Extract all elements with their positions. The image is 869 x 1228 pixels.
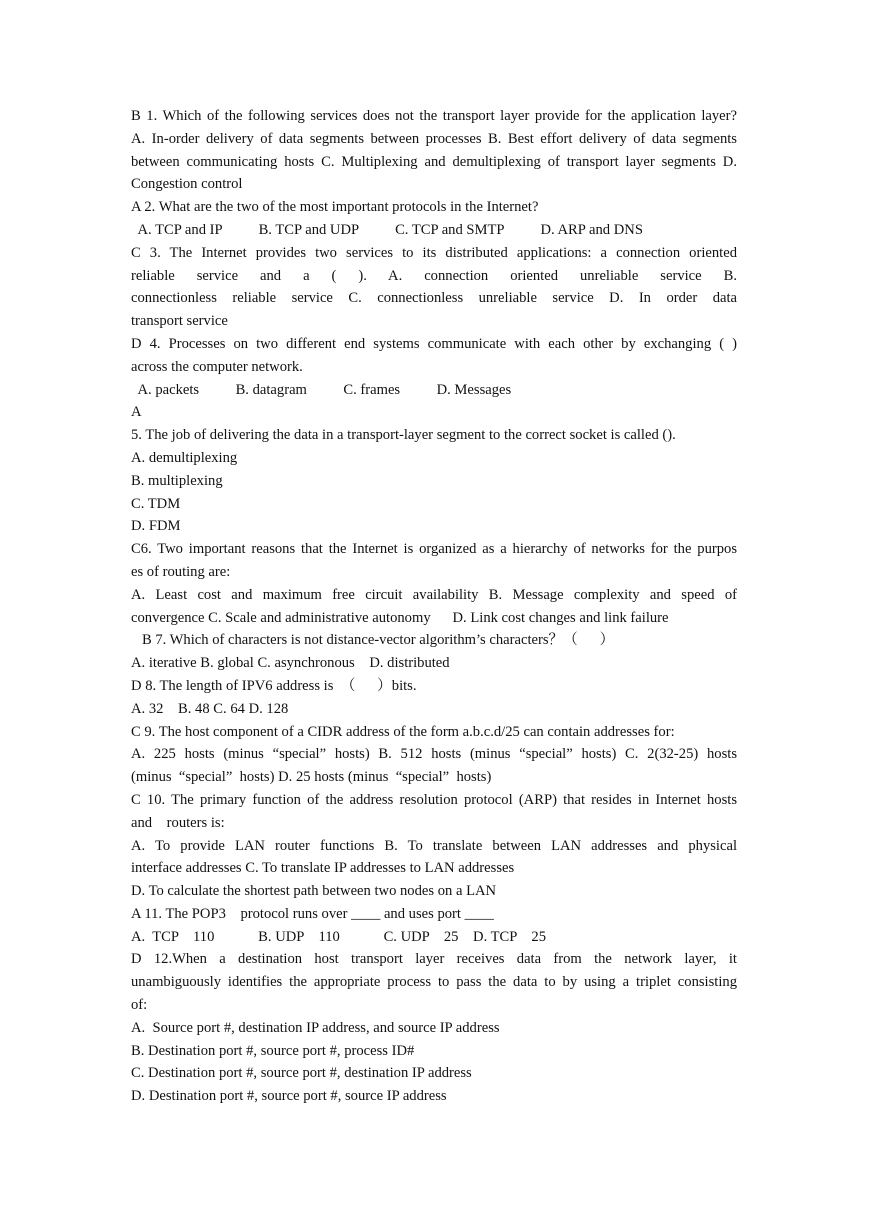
q8-stem: D 8. The length of IPV6 address is （ ）bits.: [131, 677, 417, 694]
q5-option-b: B. multiplexing: [131, 472, 223, 489]
q3-line-3: connectionless reliable service C. connectionless unreliable service D. In order data: [131, 290, 737, 307]
q5-answer: A: [131, 404, 142, 421]
q6-options-line-1: A. Least cost and maximum free circuit availability B. Message complexity and speed of: [131, 586, 737, 603]
q7-stem: B 7. Which of characters is not distance-vector algorithm’s characters？（ ）: [131, 632, 615, 649]
q4-options: A. packets B. datagram C. frames D. Messages: [131, 381, 512, 398]
q10-options-line-1: A. To provide LAN router functions B. To translate between LAN addresses and physical: [131, 837, 737, 854]
q8-options: A. 32 B. 48 C. 64 D. 128: [131, 700, 289, 717]
q12-option-d: D. Destination port #, source port #, source IP address: [131, 1088, 447, 1105]
q7-options: A. iterative B. global C. asynchronous D. distributed: [131, 655, 450, 672]
q10-stem-cont: and routers is:: [131, 814, 225, 831]
q5-option-d: D. FDM: [131, 518, 181, 535]
q11-options: A. TCP 110 B. UDP 110 C. UDP 25 D. TCP 25: [131, 928, 547, 945]
q12-stem-cont: unambiguously identifies the appropriate process to pass the data to by using a triplet consisting: [131, 974, 737, 991]
q12-stem: D 12.When a destination host transport layer receives data from the network layer, it: [131, 951, 737, 968]
document-page: [131, 105, 737, 1108]
q10-option-d: D. To calculate the shortest path between two nodes on a LAN: [131, 883, 497, 900]
q2-options: A. TCP and IP B. TCP and UDP C. TCP and SMTP D. ARP and DNS: [131, 221, 643, 238]
q1-options-line-3: Congestion control: [131, 176, 243, 193]
q1-stem: B 1. Which of the following services does not the transport layer provide for the application layer?: [131, 108, 737, 124]
q4-stem: D 4. Processes on two different end systems communicate with each other by exchanging ( ): [131, 335, 737, 352]
q3-line-4: transport service: [131, 313, 228, 330]
q6-options-line-2: convergence C. Scale and administrative autonomy D. Link cost changes and link failure: [131, 609, 669, 626]
q5-option-c: C. TDM: [131, 495, 181, 512]
q3-stem: C 3. The Internet provides two services to its distributed applications: a connection oriented: [131, 244, 737, 261]
q1-options-line-2: between communicating hosts C. Multiplexing and demultiplexing of transport layer segments D.: [131, 153, 737, 170]
q6-stem-cont: es of routing are:: [131, 563, 231, 580]
q12-option-c: C. Destination port #, source port #, destination IP address: [131, 1065, 472, 1082]
q11-stem: A 11. The POP3 protocol runs over ____ and uses port ____: [131, 905, 494, 922]
q12-option-a: A. Source port #, destination IP address, and source IP address: [131, 1019, 500, 1036]
q12-stem-end: of:: [131, 997, 148, 1014]
q6-stem: C6. Two important reasons that the Internet is organized as a hierarchy of networks for the purpos: [131, 541, 737, 558]
q9-stem: C 9. The host component of a CIDR address of the form a.b.c.d/25 can contain addresses for:: [131, 723, 675, 740]
q9-options-line-2: (minus “special” hosts) D. 25 hosts (minus “special” hosts): [131, 769, 492, 786]
q3-line-2: reliable service and a ( ). A. connection oriented unreliable service B.: [131, 267, 737, 284]
q4-stem-cont: across the computer network.: [131, 358, 303, 375]
q10-options-line-2: interface addresses C. To translate IP addresses to LAN addresses: [131, 860, 515, 877]
q5-stem: 5. The job of delivering the data in a transport-layer segment to the correct socket is called ().: [131, 427, 676, 444]
q1-options-line-1: A. In-order delivery of data segments between processes B. Best effort delivery of data segments: [131, 130, 737, 147]
q10-stem: C 10. The primary function of the address resolution protocol (ARP) that resides in Internet hosts: [131, 791, 737, 808]
q5-option-a: A. demultiplexing: [131, 449, 238, 466]
q9-options-line-1: A. 225 hosts (minus “special” hosts) B. 512 hosts (minus “special” hosts) C. 2(32-25) hosts: [131, 746, 737, 763]
q2-stem: A 2. What are the two of the most important protocols in the Internet?: [131, 199, 539, 216]
q12-option-b: B. Destination port #, source port #, process ID#: [131, 1042, 415, 1059]
